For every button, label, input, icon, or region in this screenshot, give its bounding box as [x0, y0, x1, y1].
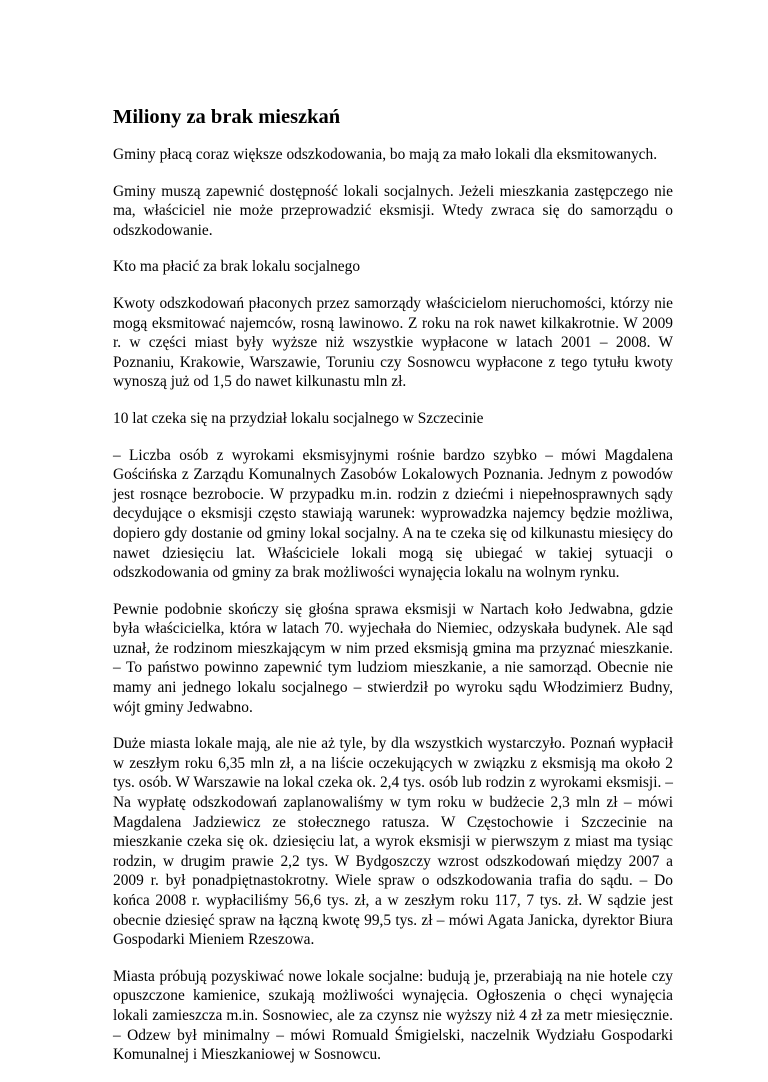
article-paragraph: Duże miasta lokale mają, ale nie aż tyle, by dla wszystkich wystarczyło. Poznań wypłacił w zeszłym roku 6,35 mln zł, a na liście oczekujących w związku z eksmisją ma około 2 tys. osób. W Warszawie na lokal czeka ok. 2,4 tys. osób lub rodzin z wyrokami eksmisji. – Na wypłatę odszkodowań zaplanowaliśmy w tym roku w budżecie 2,3 mln zł – mówi Magdalena Jadziewicz ze stołecznego ratusza. W Częstochowie i Szczecinie na mieszkanie czeka się ok. dziesięciu lat, a wyrok eksmisji w pierwszym z miast ma tysiąc rodzin, w drugim prawie 2,2 tys. W Bydgoszczy wzrost odszkodowań między 2007 a 2009 r. był ponadpiętnastokrotny. Wiele spraw o odszkodowania trafia do sądu. – Do końca 2008 r. wypłaciliśmy 56,6 tys. zł, a w zeszłym roku 117, 7 tys. zł. W sądzie jest obecnie dziesięć spraw na łączną kwotę 99,5 tys. zł – mówi Agata Janicka, dyrektor Biura Gospodarki Mieniem Rzeszowa.: [113, 735, 673, 949]
article-paragraph: Pewnie podobnie skończy się głośna sprawa eksmisji w Nartach koło Jedwabna, gdzie była właścicielka, która w latach 70. wyjechała do Niemiec, odzyskała budynek. Ale sąd uznał, że rodzinom mieszkającym w nim przed eksmisją gmina ma przyznać mieszkanie. – To państwo powinno zapewnić tym ludziom mieszkanie, a nie samorząd. Obecnie nie mamy ani jednego lokalu socjalnego – stwierdził po wyroku sądu Włodzimierz Budny, wójt gminy Jedwabno.: [113, 600, 673, 716]
article-body: [113, 105, 673, 1082]
article-paragraph: Kwoty odszkodowań płaconych przez samorządy właścicielom nieruchomości, którzy nie mogą eksmitować najemców, rosną lawinowo. Z roku na rok nawet kilkakrotnie. W 2009 r. w części miast były wyższe niż wszystkie wypłacone w latach 2001 – 2008. W Poznaniu, Krakowie, Warszawie, Toruniu czy Sosnowcu wypłacone z tego tytułu kwoty wynoszą już od 1,5 do nawet kilkunastu mln zł.: [113, 294, 673, 391]
article-subheading: Kto ma płacić za brak lokalu socjalnego: [113, 258, 361, 276]
article-paragraph: – Liczba osób z wyrokami eksmisyjnymi rośnie bardzo szybko – mówi Magdalena Gościńska z Zarządu Komunalnych Zasobów Lokalowych Poznania. Jednym z powodów jest rosnące bezrobocie. W przypadku m.in. rodzin z dziećmi i niepełnosprawnych sądy decydujące o eksmisji często stawiają warunek: wyprowadzka najemcy będzie możliwa, dopiero gdy dostanie od gminy lokal socjalny. A na te czeka się od kilkunastu miesięcy do nawet dziesięciu lat. Właściciele lokali mogą się ubiegać w takiej sytuacji o odszkodowania od gminy za brak możliwości wynajęcia lokalu na wolnym rynku.: [113, 446, 673, 582]
article-lead: Gminy płacą coraz większe odszkodowania, bo mają za mało lokali dla eksmitowanych.: [113, 146, 658, 163]
article-title: Miliony za brak mieszkań: [113, 106, 341, 128]
article-paragraph: Gminy muszą zapewnić dostępność lokali socjalnych. Jeżeli mieszkania zastępczego nie ma, właściciel nie może przeprowadzić eksmisji. Wtedy zwraca się do samorządu o odszkodowanie.: [113, 182, 673, 239]
article-subheading: 10 lat czeka się na przydział lokalu socjalnego w Szczecinie: [113, 409, 484, 427]
article-paragraph: Miasta próbują pozyskiwać nowe lokale socjalne: budują je, przerabiają na nie hotele czy opuszczone kamienice, szukają możliwości wynajęcia. Ogłoszenia o chęci wynajęcia lokali zamieszcza m.in. Sosnowiec, ale za czynsz nie wyższy niż 4 zł za metr miesięcznie. – Odzew był minimalny – mówi Romuald Śmigielski, naczelnik Wydziału Gospodarki Komunalnej i Mieszkaniowej w Sosnowcu.: [113, 967, 673, 1064]
